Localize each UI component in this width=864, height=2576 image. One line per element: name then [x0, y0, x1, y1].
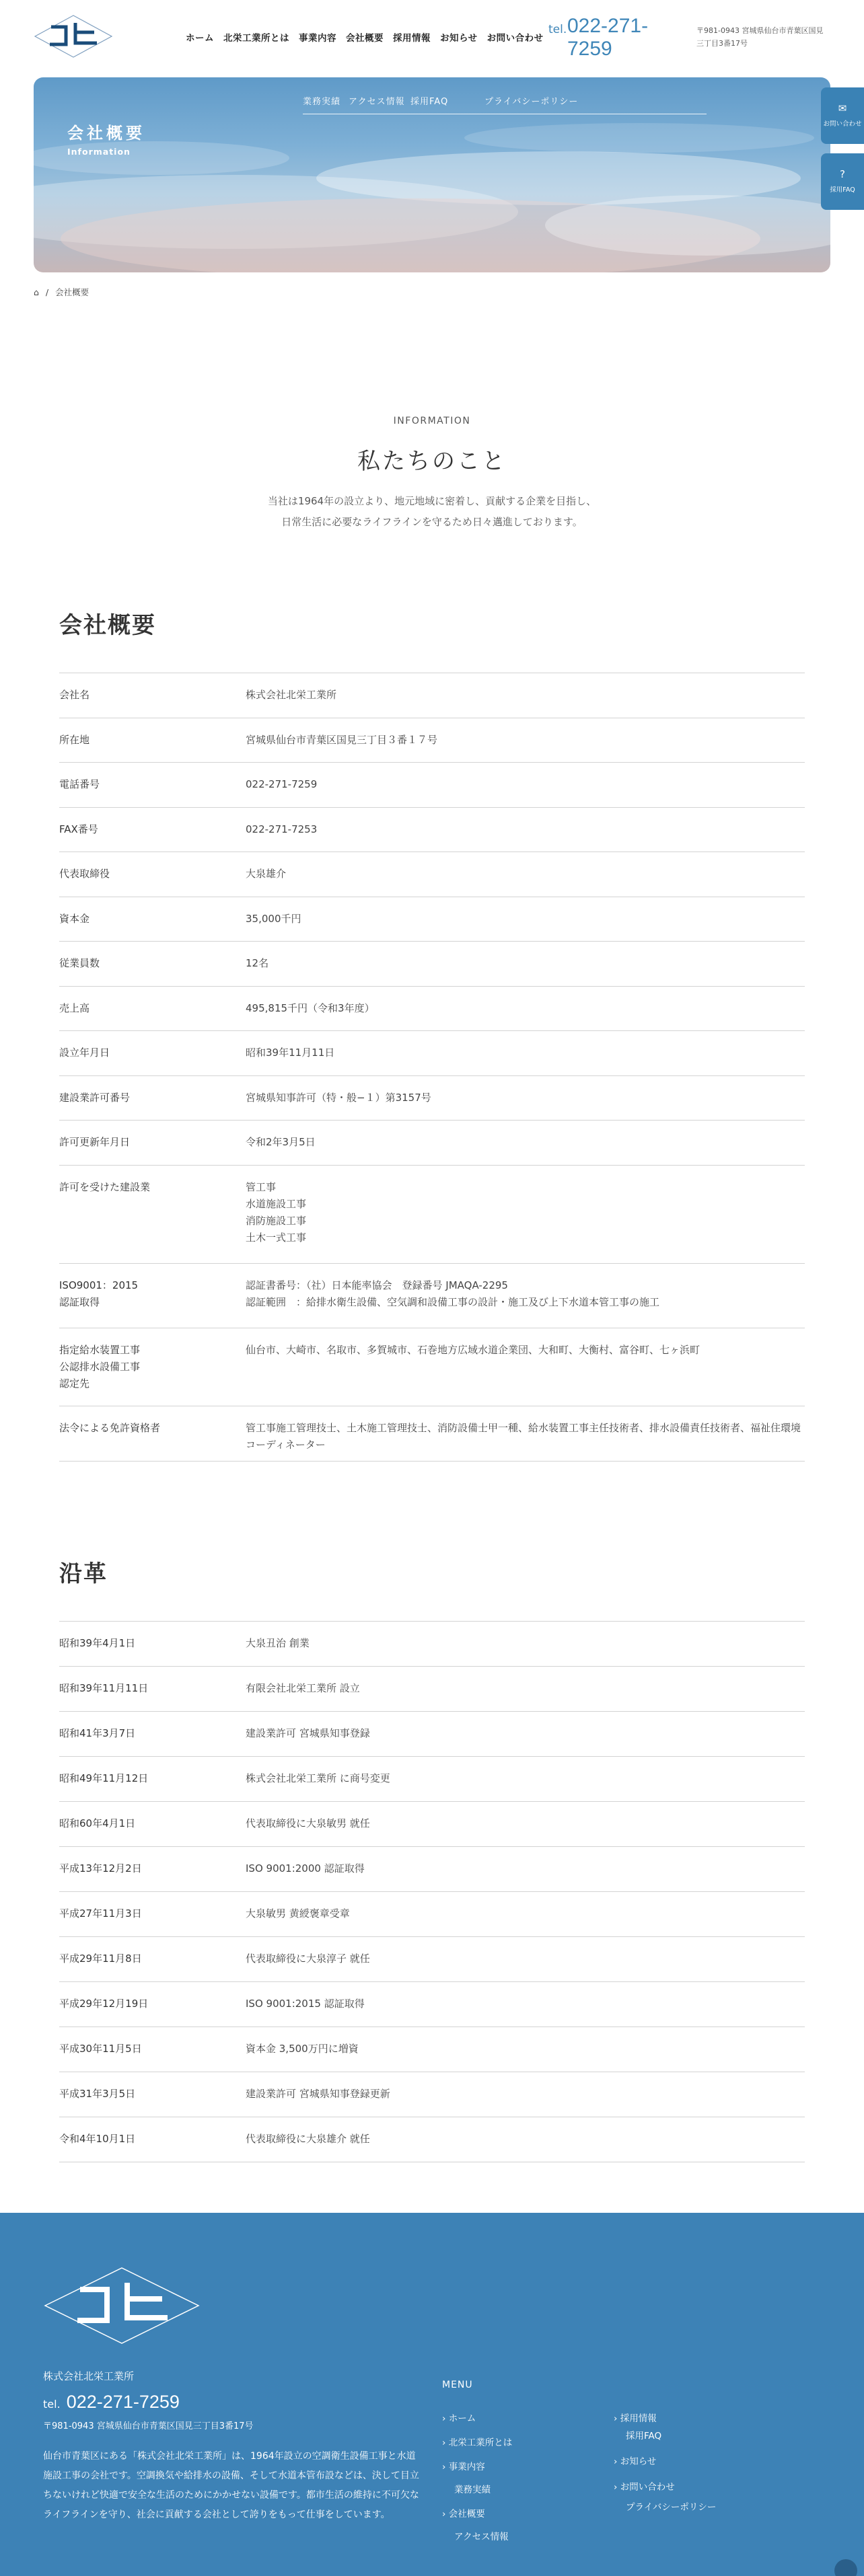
history-value: 代表取締役に大泉敏男 就任 [246, 1817, 370, 1829]
history-label: 昭和39年4月1日 [59, 1637, 136, 1649]
nav-news[interactable]: お知らせ [440, 33, 478, 44]
overview-label: 許可更新年月日 [59, 1136, 131, 1148]
overview-label: 電話番号 [59, 778, 100, 790]
intro-text [0, 491, 864, 533]
overview-label: 従業員数 [59, 957, 100, 969]
history-value: 有限会社北栄工業所 設立 [246, 1682, 360, 1694]
history-label: 平成31年3月5日 [59, 2088, 136, 2100]
hero-banner [34, 77, 830, 272]
history-value: ISO 9001:2015 認証取得 [246, 1998, 365, 2010]
footer-description: 仙台市青葉区にある「株式会社北栄工業所」は、1964年設立の空調衛生設備工事と水道施設工事の会社です。空調換気や給排水の設備、そして水道本管布設などは、決して目立ちないけれど快適で安全な生活のためにかかせない設備です。都市生活の維持に不可欠なライフラインを守り、社会に貢献する会社として誇りをもって仕事をしています。 [43, 2451, 419, 2520]
overview-value: 昭和39年11月11日 [246, 1047, 335, 1059]
overview-value: 仙台市、大崎市、名取市、多賀城市、石巻地方広域水道企業団、大和町、大衡村、富谷町、七ヶ浜町 [246, 1343, 700, 1356]
history-row [59, 1802, 805, 1847]
footer-link-about[interactable]: › 北栄工業所とは [442, 2437, 513, 2448]
overview-row [59, 986, 805, 1031]
history-label: 平成29年11月8日 [59, 1953, 142, 1965]
global-nav [186, 30, 553, 44]
history-row [59, 1847, 805, 1892]
overview-value: 022-271-7253 [246, 823, 318, 835]
footer-link-access[interactable]: アクセス情報 [454, 2532, 509, 2542]
overview-label: 所在地 [59, 733, 90, 746]
history-row [59, 2117, 805, 2162]
overview-value: 管工事施工管理技士、土木施工管理技士、消防設備士甲一種、給水装置工事主任技術者、排水設備責任技術者、福祉住環境コーディネーター [246, 1421, 801, 1451]
overview-value: 大泉雄介 [246, 868, 287, 880]
overview-value: 宮城県仙台市青葉区国見三丁目３番１７号 [246, 733, 438, 746]
side-faq-label: 採用FAQ [830, 186, 855, 194]
footer-logo[interactable] [44, 2265, 200, 2346]
overview-label: 設立年月日 [59, 1047, 110, 1059]
footer-link-faq[interactable]: 採用FAQ [626, 2431, 662, 2441]
overview-row [59, 1328, 805, 1406]
side-faq-button[interactable] [821, 153, 864, 210]
footer-address: 〒981-0943 宮城県仙台市青葉区国見三丁目3番17号 [43, 2421, 254, 2431]
overview-label: 資本金 [59, 912, 90, 925]
overview-value: 022-271-7259 [246, 778, 318, 790]
overview-row [59, 942, 805, 987]
overview-value: 12名 [246, 957, 269, 969]
overview-label: ISO9001：2015 認証取得 [59, 1279, 139, 1308]
page-title: 会社概要 [67, 124, 145, 143]
history-row [59, 1757, 805, 1802]
footer-tel-number[interactable]: 022-271-7259 [66, 2392, 180, 2412]
history-value: 建設業許可 宮城県知事登録 [246, 1727, 370, 1739]
history-heading: 沿革 [59, 1560, 108, 1587]
history-row [59, 1892, 805, 1937]
page-subtitle: Information [67, 147, 131, 157]
overview-row [59, 1121, 805, 1166]
history-row [59, 1622, 805, 1667]
overview-label: 建設業許可番号 [59, 1091, 131, 1104]
history-row [59, 2072, 805, 2117]
history-row [59, 1937, 805, 1982]
overview-value: 35,000千円 [246, 912, 301, 925]
history-label: 平成27年11月3日 [59, 1907, 142, 1920]
nav-home[interactable]: ホーム [186, 33, 214, 44]
history-label: 平成13年12月2日 [59, 1862, 142, 1874]
subnav-faq[interactable]: 採用FAQ [410, 97, 449, 107]
history-label: 平成30年11月5日 [59, 2043, 142, 2055]
breadcrumb [34, 286, 93, 298]
sub-nav [303, 94, 707, 114]
overview-label: FAX番号 [59, 823, 98, 835]
overview-table [59, 673, 805, 1462]
header-address [696, 24, 831, 50]
footer-link-privacy[interactable]: プライバシーポリシー [626, 2502, 717, 2513]
overview-label: 代表取締役 [59, 868, 110, 880]
overview-label: 許可を受けた建設業 [59, 1180, 151, 1193]
history-value: 建設業許可 宮城県知事登録更新 [246, 2088, 390, 2100]
side-contact-label: お問い合わせ [823, 120, 862, 128]
footer-link-contact[interactable]: › お問い合わせ [614, 2482, 675, 2493]
history-table [59, 1621, 805, 2162]
home-icon[interactable]: ⌂ [34, 287, 39, 297]
history-value: ISO 9001:2000 認証取得 [246, 1862, 365, 1874]
history-value: 大泉敏男 黄綬褒章受章 [246, 1907, 350, 1920]
address-line2: 三丁目3番17号 [696, 39, 748, 48]
nav-business[interactable]: 事業内容 [299, 33, 336, 44]
intro-label: INFORMATION [393, 416, 471, 426]
nav-recruit[interactable]: 採用情報 [393, 33, 431, 44]
footer-link-works[interactable]: 業務実績 [454, 2485, 491, 2495]
intro-line2: 日常生活に必要なライフラインを守るため日々邁進しております。 [281, 516, 583, 528]
breadcrumb-current: 会社概要 [55, 287, 89, 297]
nav-company[interactable]: 会社概要 [346, 33, 384, 44]
intro-line1: 当社は1964年の設立より、地元地域に密着し、貢献する企業を目指し、 [267, 495, 597, 507]
history-row [59, 1712, 805, 1757]
footer-phone[interactable] [43, 2392, 180, 2413]
overview-label: 売上高 [59, 1001, 90, 1014]
footer-company-name: 株式会社北栄工業所 [43, 2370, 135, 2382]
footer-link-news[interactable]: › お知らせ [614, 2456, 657, 2467]
history-value: 株式会社北栄工業所 に商号変更 [246, 1772, 390, 1784]
overview-label: 会社名 [59, 689, 90, 701]
overview-row [59, 1075, 805, 1121]
overview-row [59, 852, 805, 897]
subnav-privacy[interactable]: プライバシーポリシー [484, 97, 579, 107]
overview-value: 認証書番号：（社）日本能率協会 登録番号 JMAQA-2295 認証範囲 ：給排水衛生設備、空気調和設備工事の設計・施工及び上下水道本管工事の施工 [246, 1279, 660, 1308]
subnav-access[interactable]: アクセス情報 [349, 97, 405, 107]
overview-label: 指定給水装置工事 公認排水設備工事 認定先 [59, 1343, 141, 1390]
side-contact-button[interactable] [821, 87, 864, 144]
overview-label: 法令による免許資格者 [59, 1421, 161, 1434]
intro-title: 私たちのこと [357, 448, 507, 475]
history-label: 平成29年12月19日 [59, 1998, 149, 2010]
history-row [59, 1982, 805, 2027]
history-row [59, 2027, 805, 2072]
mail-icon: ✉ [838, 102, 847, 114]
history-row [59, 1667, 805, 1712]
site-header [0, 0, 864, 77]
overview-row [59, 1165, 805, 1263]
tel-label: tel. [548, 23, 567, 36]
overview-value: 宮城県知事許可（特・般−１）第3157号 [246, 1091, 431, 1104]
subnav-works[interactable]: 業務実績 [303, 97, 341, 107]
breadcrumb-separator: / [45, 287, 49, 297]
overview-row [59, 897, 805, 942]
tel-number[interactable]: 022-271-7259 [567, 15, 649, 60]
site-footer [0, 2213, 864, 2576]
footer-link-recruit[interactable]: › 採用情報 [614, 2413, 657, 2424]
footer-link-home[interactable]: › ホーム [442, 2413, 476, 2424]
overview-row [59, 718, 805, 763]
overview-row [59, 1263, 805, 1328]
overview-row [59, 807, 805, 852]
footer-link-business[interactable]: › 事業内容 [442, 2462, 485, 2472]
history-value: 資本金 3,500万円に増資 [246, 2043, 359, 2055]
history-label: 昭和39年11月11日 [59, 1682, 149, 1694]
history-value: 大泉丑治 創業 [246, 1637, 310, 1649]
history-label: 昭和41年3月7日 [59, 1727, 136, 1739]
footer-tel-label: tel. [43, 2398, 61, 2411]
overview-value: 管工事 水道施設工事 消防施設工事 土木一式工事 [246, 1180, 307, 1244]
history-label: 昭和49年11月12日 [59, 1772, 149, 1784]
question-icon: ? [840, 168, 845, 180]
history-label: 昭和60年4月1日 [59, 1817, 136, 1829]
overview-value: 495,815千円（令和3年度） [246, 1001, 375, 1014]
company-logo[interactable] [34, 13, 113, 59]
nav-about[interactable]: 北栄工業所とは [223, 33, 289, 44]
overview-value: 株式会社北栄工業所 [246, 689, 337, 701]
history-value: 代表取締役に大泉雄介 就任 [246, 2133, 370, 2145]
history-label: 令和4年10月1日 [59, 2133, 136, 2145]
overview-row [59, 763, 805, 808]
footer-menu-heading: MENU [442, 2380, 473, 2390]
overview-row [59, 673, 805, 718]
overview-value: 令和2年3月5日 [246, 1136, 316, 1148]
nav-contact[interactable]: お問い合わせ [487, 33, 544, 44]
overview-heading: 会社概要 [59, 612, 156, 639]
address-line1: 〒981-0943 宮城県仙台市青葉区国見 [696, 26, 824, 35]
overview-row [59, 1031, 805, 1076]
footer-link-company[interactable]: › 会社概要 [442, 2509, 485, 2520]
history-value: 代表取締役に大泉淳子 就任 [246, 1953, 370, 1965]
overview-row [59, 1406, 805, 1461]
